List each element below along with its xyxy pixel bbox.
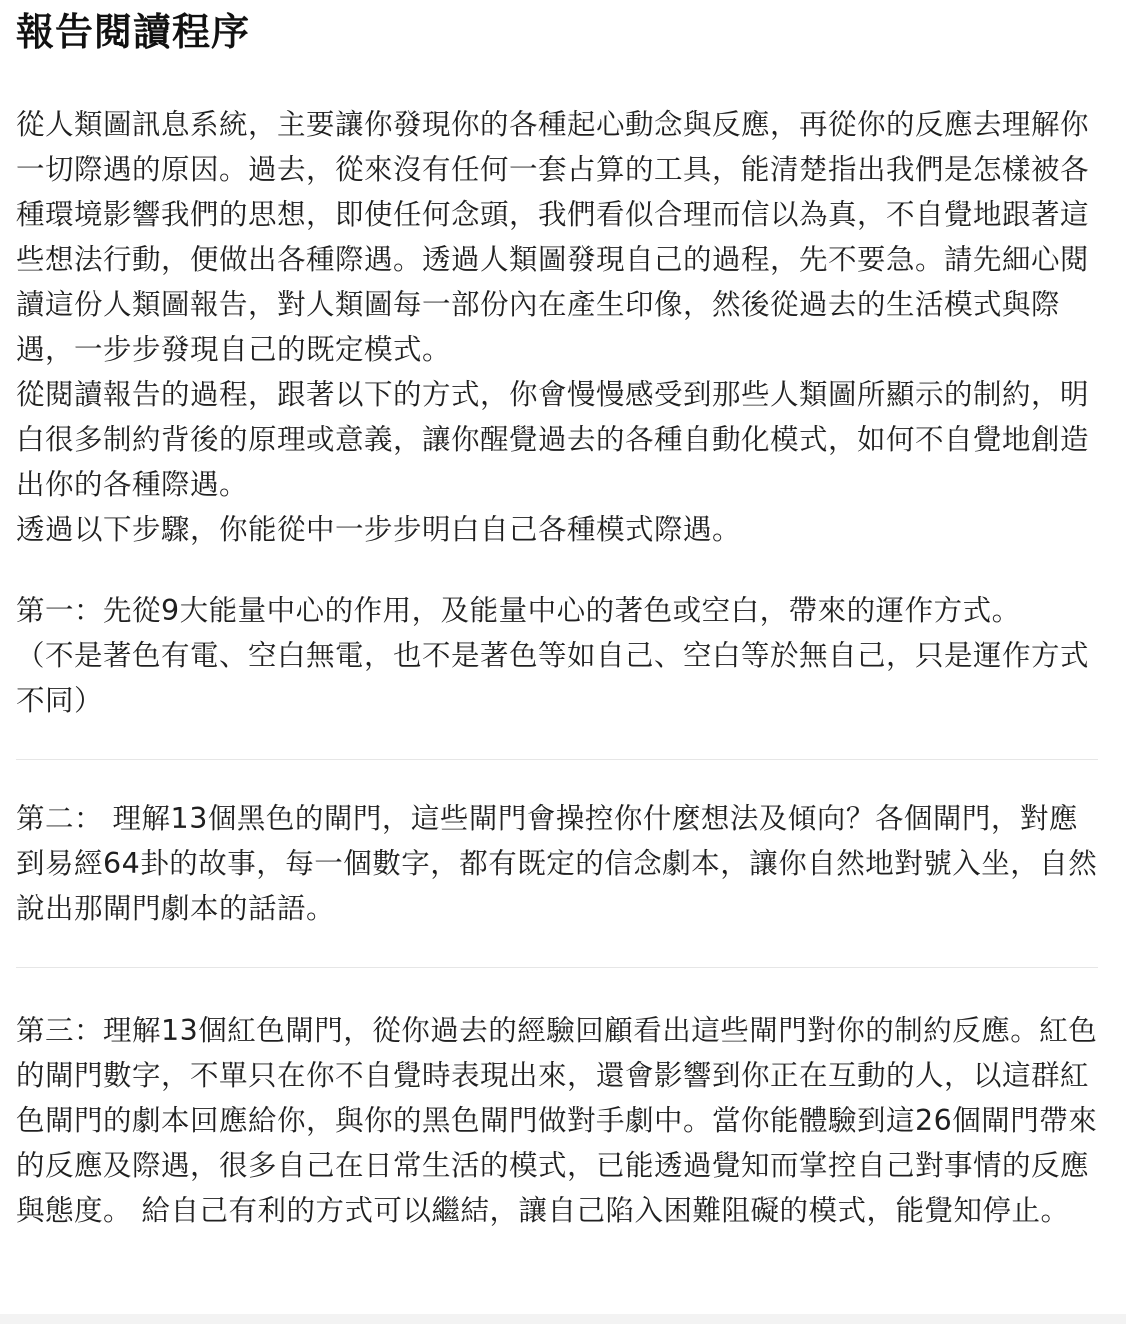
intro-paragraph-3: 透過以下步驟，你能從中一步步明白自己各種模式際遇。 <box>16 513 742 546</box>
step-one-text: 第一：先從9大能量中心的作用，及能量中心的著色或空白，帶來的運作方式。 <box>16 594 1021 627</box>
report-reading-page <box>16 0 1098 1233</box>
intro-paragraph-1: 從人類圖訊息系統，主要讓你發現你的各種起心動念與反應，再從你的反應去理解你一切際遇的原因。過去，從來沒有任何一套占算的工具，能清楚指出我們是怎樣被各種環境影響我們的思想，即使任何念頭，我們看似合理而信以為真，不自覺地跟著這些想法行動，便做出各種際遇。透過人類圖發現自己的過程，先不要急。請先細心閱讀這份人類圖報告，對人類圖每一部份內在產生印像，然後從過去的生活模式與際遇，一步步發現自己的既定模式。 <box>16 108 1090 366</box>
step-one-note: （不是著色有電、空白無電，也不是著色等如自己、空白等於無自己，只是運作方式不同） <box>16 639 1090 717</box>
step-two-text: 第二： 理解13個黑色的閘門，這些閘門會操控你什麼想法及傾向？各個閘門，對應到易經64卦的故事，每一個數字，都有既定的信念劇本，讓你自然地對號入坐，自然說出那閘門劇本的話語。 <box>16 802 1098 925</box>
step-one-section <box>16 588 1098 723</box>
page-title: 報告閱讀程序 <box>16 10 251 54</box>
step-two-section <box>16 796 1098 931</box>
step-three-section <box>16 1008 1098 1233</box>
section-divider <box>16 759 1098 760</box>
page-bottom-bar <box>0 1314 1126 1324</box>
intro-paragraph-2: 從閱讀報告的過程，跟著以下的方式，你會慢慢感受到那些人類圖所顯示的制約，明白很多制約背後的原理或意義，讓你醒覺過去的各種自動化模式，如何不自覺地創造出你的各種際遇。 <box>16 378 1090 501</box>
step-three-text: 第三：理解13個紅色閘門，從你過去的經驗回顧看出這些閘門對你的制約反應。紅色的閘門數字，不單只在你不自覺時表現出來，還會影響到你正在互動的人，以這群紅色閘門的劇本回應給你，與你的黑色閘門做對手劇中。當你能體驗到這26個閘門帶來的反應及際遇，很多自己在日常生活的模式，已能透過覺知而掌控自己對事情的反應與態度。 給自己有利的方式可以繼結，讓自己陷入困難阻礙的模式，能覺知停止。 <box>16 1014 1098 1227</box>
intro-section <box>16 102 1098 552</box>
section-divider <box>16 967 1098 968</box>
